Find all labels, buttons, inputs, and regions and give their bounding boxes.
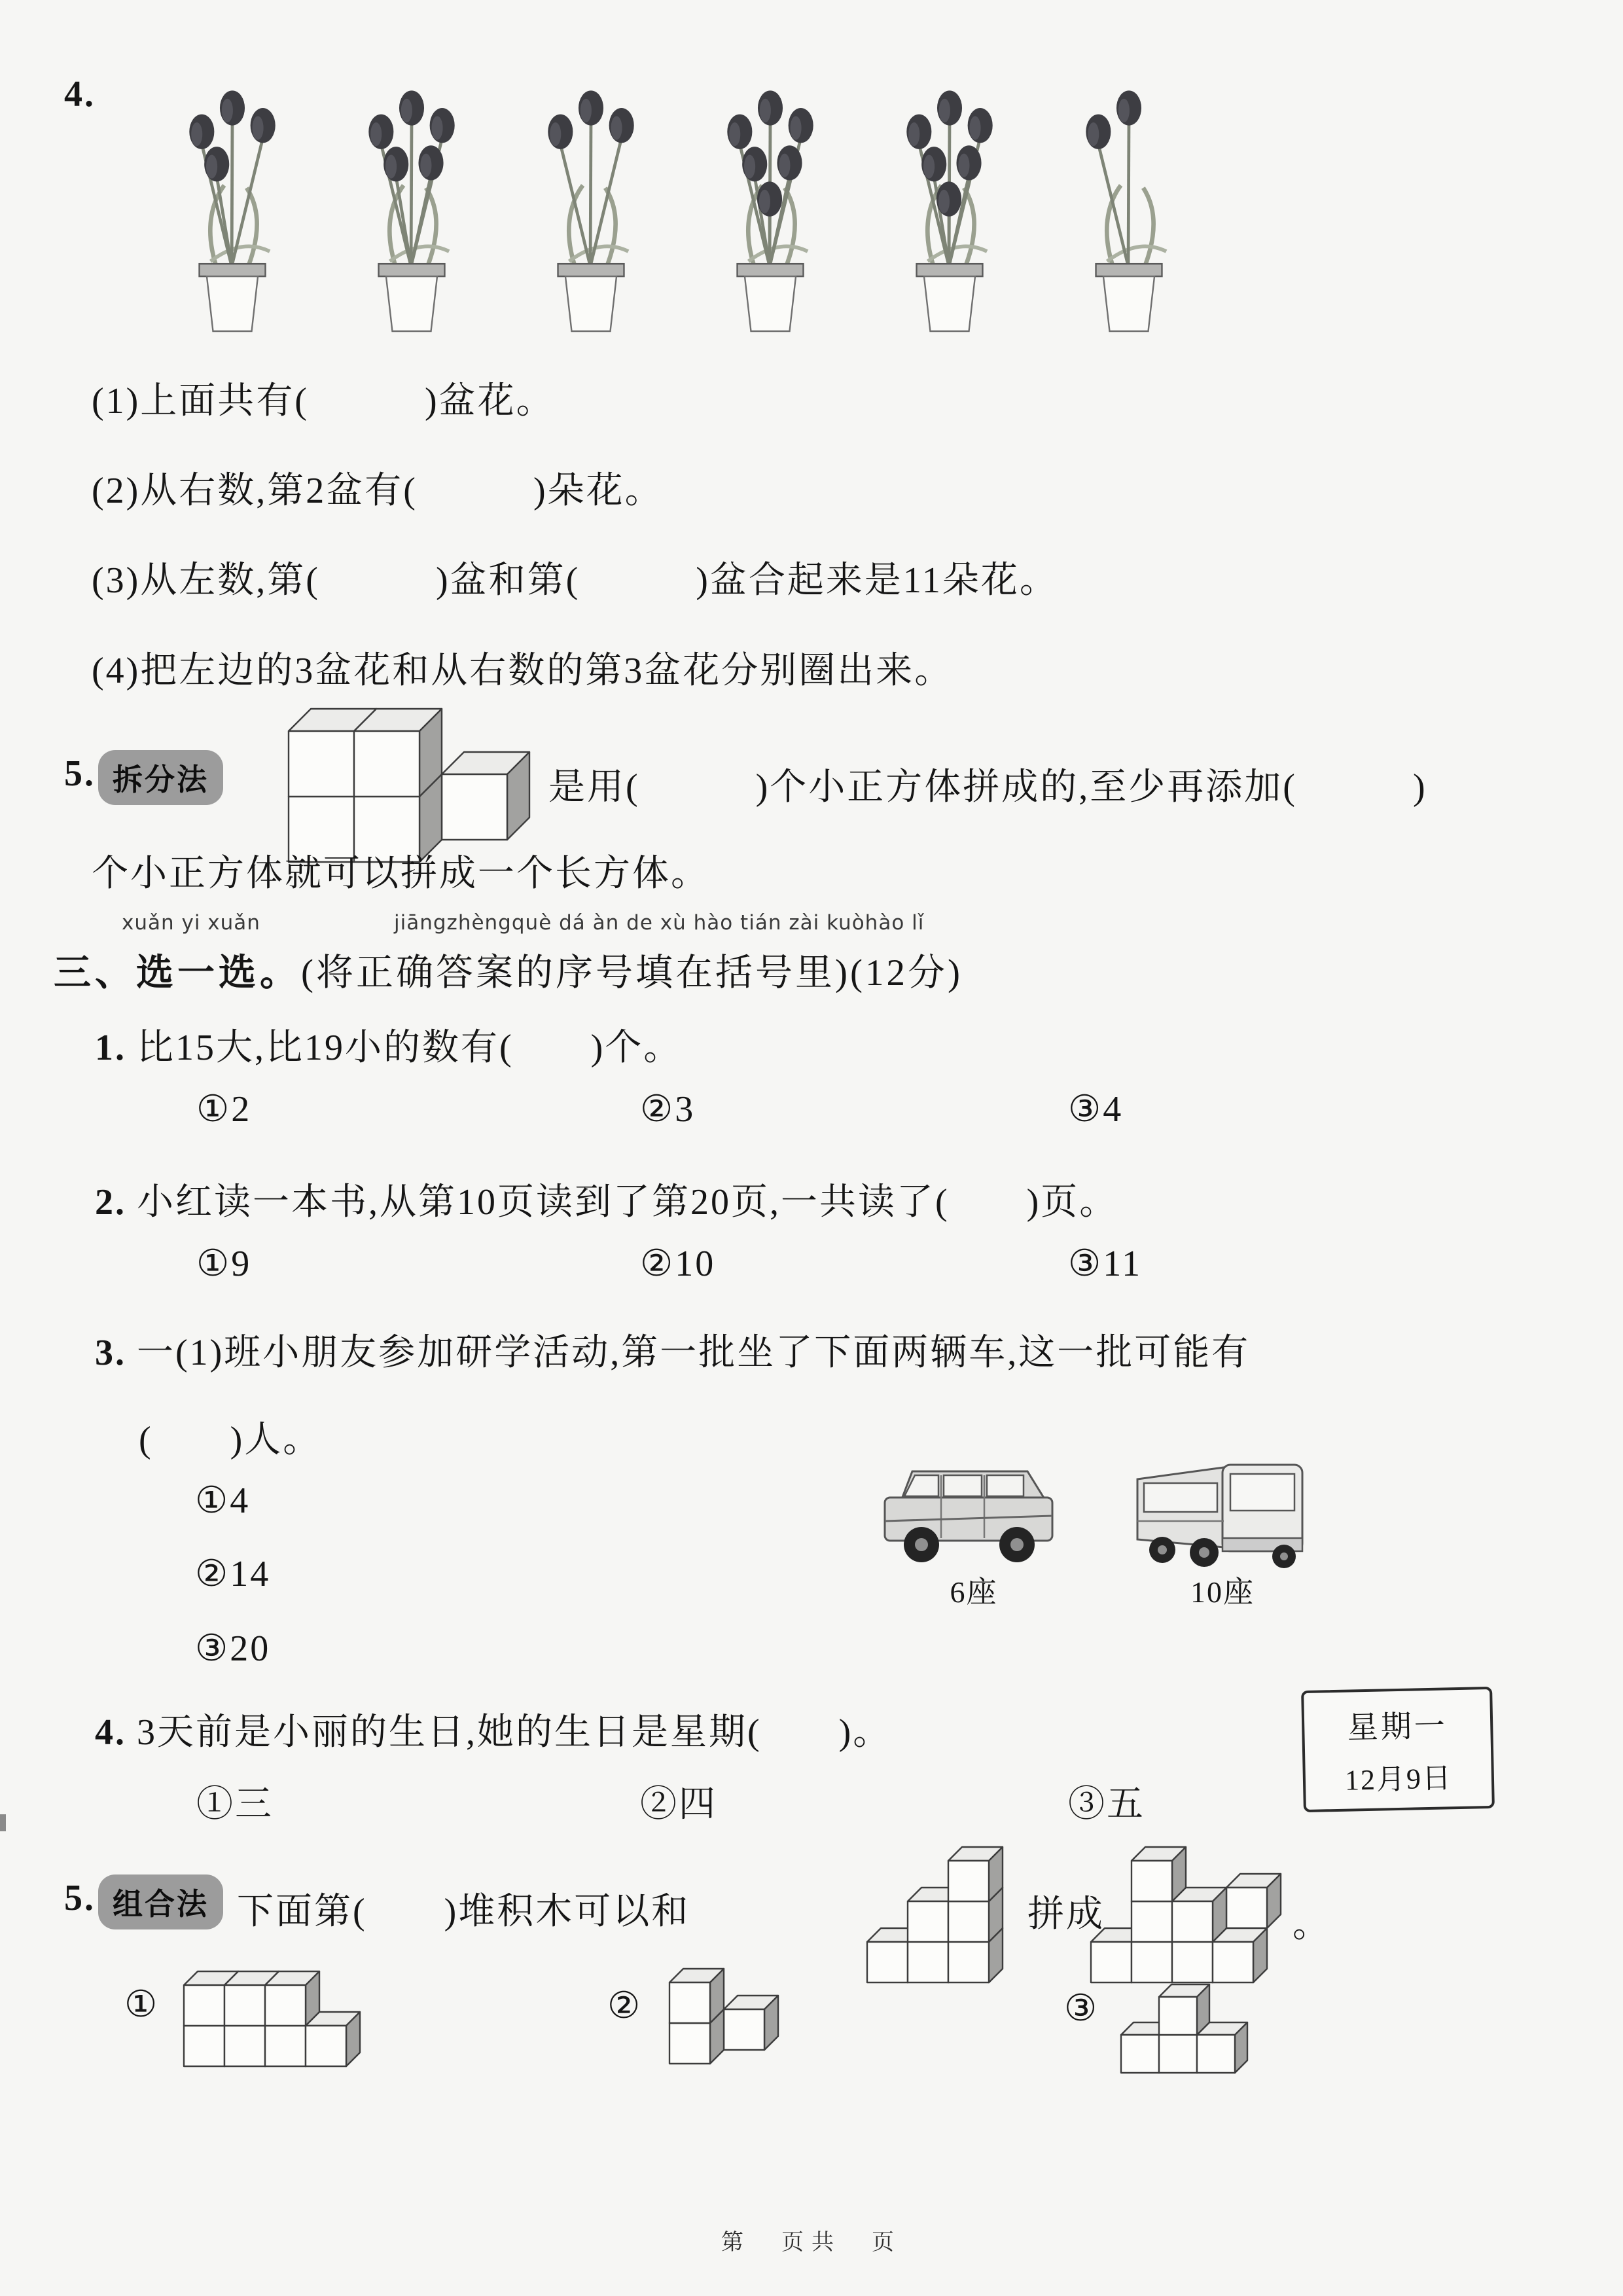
q1-options xyxy=(0,1088,1623,1140)
q4b-option-3: ③五 xyxy=(1068,1784,1145,1825)
split-method-badge-label: 拆分法 xyxy=(98,750,223,805)
section3-heading-bold: 三、选一选。 xyxy=(54,952,301,994)
q5b-text-join: 拼成 xyxy=(1027,1894,1105,1935)
page-footer: 第 页共 页 xyxy=(721,2231,902,2255)
q4-sub3: (3)从左数,第( )盆和第( )盆合起来是11朵花。 xyxy=(92,560,1058,601)
q1-option-2: ②3 xyxy=(640,1089,696,1130)
q1-number: 1. xyxy=(95,1028,126,1068)
cube-figure-pyramid xyxy=(1089,1831,1283,1984)
pinyin-right: jiāngzhèngquè dá àn de xù hào tián zài kuòhào lǐ xyxy=(394,911,925,935)
bus-image xyxy=(1124,1441,1321,1569)
cube-figure-option2 xyxy=(668,1953,780,2066)
q4-sub4: (4)把左边的3盆花和从右数的第3盆花分别圈出来。 xyxy=(92,651,954,691)
q5b-option-mark-2: ② xyxy=(607,1986,643,2026)
q1-text: 比15大,比19小的数有( )个。 xyxy=(137,1028,683,1068)
van-label: 6座 xyxy=(950,1575,998,1609)
q4b-option-2: ②四 xyxy=(640,1784,717,1825)
q5b-text-before: 下面第( )堆积木可以和 xyxy=(237,1892,690,1932)
q4b-text: 3天前是小丽的生日,她的生日是星期( )。 xyxy=(137,1712,892,1753)
flower-pot xyxy=(1063,63,1194,338)
calendar-date: 12月9日 xyxy=(1344,1761,1453,1797)
q3-text-line1: 一(1)班小朋友参加研学活动,第一批坐了下面两辆车,这一批可能有 xyxy=(137,1333,1251,1373)
q2-text: 小红读一本书,从第10页读到了第20页,一共读了( )页。 xyxy=(137,1182,1118,1223)
q4-number: 4. xyxy=(64,74,96,115)
flower-pot xyxy=(705,63,836,338)
van-image xyxy=(876,1448,1072,1569)
section3-heading xyxy=(54,942,963,996)
combine-method-badge-label: 组合法 xyxy=(98,1874,223,1929)
q4b-number: 4. xyxy=(95,1712,126,1753)
q3-number: 3. xyxy=(95,1333,126,1373)
flower-pot xyxy=(346,63,477,338)
q5b-option-mark-1: ① xyxy=(124,1984,160,2025)
q4b-line xyxy=(95,1703,891,1755)
q4b-option-1: ①三 xyxy=(196,1784,274,1825)
q5b-number: 5. xyxy=(64,1878,96,1918)
q4-sub2: (2)从右数,第2盆有( )朵花。 xyxy=(92,471,664,511)
cube-figure-option3 xyxy=(1119,1970,1262,2075)
q1-option-1: ①2 xyxy=(196,1089,252,1130)
pinyin-left: xuǎn yi xuǎn xyxy=(122,911,260,935)
q4-sub1: (1)上面共有( )盆花。 xyxy=(92,381,555,422)
q2-option-3: ③11 xyxy=(1068,1244,1143,1284)
q3-option-3: ③20 xyxy=(195,1628,271,1669)
q3-line1 xyxy=(95,1323,1250,1376)
combine-method-badge xyxy=(98,1874,223,1929)
q1-line xyxy=(95,1018,682,1071)
flower-pots-image xyxy=(167,63,1194,338)
split-method-badge xyxy=(98,750,223,805)
q2-options xyxy=(0,1242,1623,1295)
section3-heading-rest: (将正确答案的序号填在括号里)(12分) xyxy=(301,952,963,994)
q2-number: 2. xyxy=(95,1182,126,1223)
q5a-text1: 是用( )个小正方体拼成的,至少再添加( ) xyxy=(548,767,1427,808)
q1-option-3: ③4 xyxy=(1068,1089,1124,1130)
q3-option-1: ①4 xyxy=(195,1480,251,1521)
q3-line2: ( )人。 xyxy=(139,1420,322,1460)
q5b-option-mark-3: ③ xyxy=(1064,1988,1099,2029)
calendar-weekday: 星期一 xyxy=(1347,1708,1448,1746)
bus-label: 10座 xyxy=(1190,1575,1255,1609)
flower-pot xyxy=(167,63,298,338)
q2-option-2: ②10 xyxy=(640,1244,716,1284)
flower-pot xyxy=(884,63,1015,338)
q3-option-2: ②14 xyxy=(195,1554,271,1594)
q5a-number: 5. xyxy=(64,753,96,794)
cube-figure-option1 xyxy=(182,1956,376,2068)
cube-figure-split xyxy=(287,685,531,864)
flower-pot xyxy=(526,63,656,338)
q5a-text2: 个小正方体就可以拼成一个长方体。 xyxy=(92,853,709,894)
q2-line xyxy=(95,1173,1118,1225)
cube-figure-staircase xyxy=(865,1831,1018,1984)
q5b-text-after: 。 xyxy=(1293,1905,1331,1945)
calendar-card xyxy=(1301,1687,1495,1812)
scan-artifact xyxy=(0,1814,6,1831)
q2-option-1: ①9 xyxy=(196,1244,252,1284)
